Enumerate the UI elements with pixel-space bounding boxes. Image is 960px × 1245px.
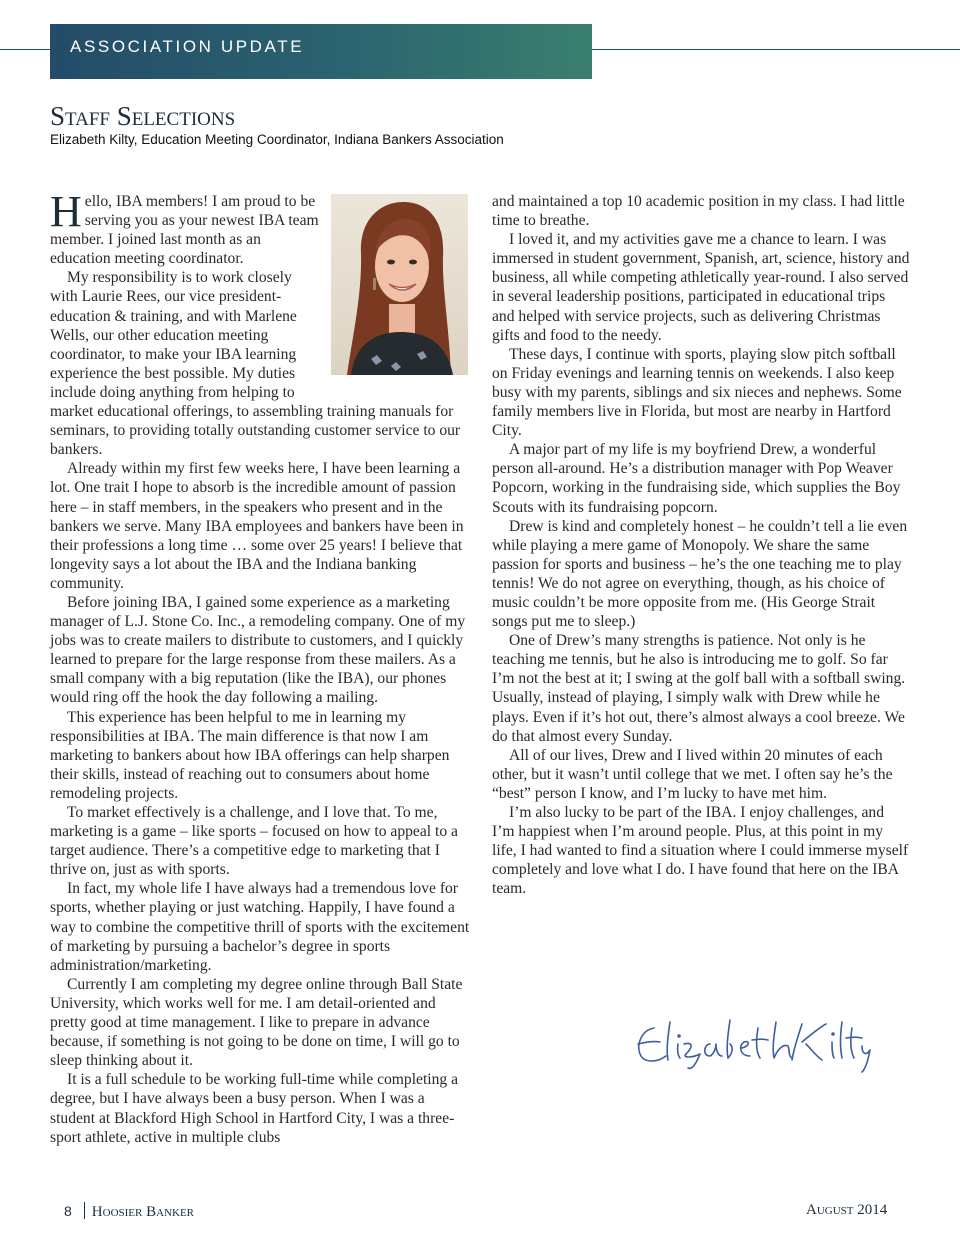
paragraph: This experience has been helpful to me in learning my responsibilities at IBA. The main difference is that now I am marketing to bankers about how IBA offerings can help sharpen their skills, instead of reaching out to consumers about home remodeling projects. [50,708,450,802]
issue-date: August 2014 [806,1202,888,1218]
paragraph: I loved it, and my activities gave me a chance to learn. I was immersed in student government, Spanish, art, science, history and business, all while competing athletically year-round. I also served in several leadership positions, participated in educational trips and helped with service projects, such as delivering Christmas gifts and food to the needy. [492,231,910,344]
footer-divider [84,1202,85,1219]
paragraph: Drew is kind and completely honest – he couldn’t tell a lie even while playing a mere game of Monopoly. We share the same passion for sports and business – he’s the one teaching me to play tennis! We do not agree on everything, though, as his choice of music couldn’t be more opposite from me. (His George Strait songs put me to sleep.) [492,517,908,631]
article-title: Staff Selections [50,101,236,131]
paragraph: These days, I continue with sports, playing slow pitch softball on Friday evenings and learning tennis on weekends. I also keep busy with my parents, siblings and six nieces and nephews. Some family members live in Florida, but most are nearby in Hartford City. [492,345,902,440]
paragraph: A major part of my life is my boyfriend Drew, a wonderful person all-around. He’s a distribution manager with Pop Weaver Popcorn, working in the fundraising side, which supplies the Boy Scouts with its fundraising popcorn. [492,441,901,516]
author-signature [626,1014,872,1076]
paragraph: It is a full schedule to be working full-time while completing a degree, but I have always been a busy person. When I was a student at Blackford High School in Hartford City, I was a three-sport athlete, active in multiple clubs [50,1071,459,1146]
section-label: ASSOCIATION UPDATE [70,37,305,56]
paragraph: To market effectively is a challenge, and I love that. To me, marketing is a game – like sports – focused on how to appeal to a target audience. There’s a competitive edge to marketing that I thrive on, just as with sports. [50,804,458,879]
section-banner [50,24,592,79]
photo-wrap-spacer [322,192,470,384]
paragraph: Before joining IBA, I gained some experience as a marketing manager of L.J. Stone Co. Inc., a remodeling company. One of my jobs was to create mailers to distribute to customers, and I quickly learned to prepare for the large response from these mailers. As a small company with a big reputation (like the IBA), our phones would ring off the hook the day following a mailing. [50,593,466,707]
page-number: 8 [64,1203,72,1219]
paragraph: Currently I am completing my degree online through Ball State University, which works well for me. I am detail-oriented and pretty good at time management. I like to prepare in advance because, if something is not going to be done on time, I will go to sleep thinking about it. [50,975,463,1070]
paragraph: In fact, my whole life I have always had a tremendous love for sports, whether playing or just watching. Happily, I have found a way to combine the competitive thrill of sports with the excitement of marketing by pursuing a bachelor’s degree in sports administration/marketing. [50,880,470,974]
publication-name: Hoosier Banker [91,1204,194,1220]
paragraph: All of our lives, Drew and I lived within 20 minutes of each other, but it wasn’t until college that we met. I often say he’s the “best” person I know, and I’m lucky to have met him. [492,746,893,802]
article-byline: Elizabeth Kilty, Education Meeting Coordinator, Indiana Bankers Association [50,132,504,147]
left-column [50,187,470,1147]
paragraph: My responsibility is to work closely with Laurie Rees, our vice president-education & training, and with Marlene Wells, our other education meeting coordinator, to make your IBA learning experience the best possible. My duties include doing anything from helping to market educational offerings, to assembling training manuals for seminars, to providing totally outstanding customer service to our bankers. [50,269,461,459]
paragraph: I’m also lucky to be part of the IBA. I enjoy challenges, and I’m happiest when I’m around people. Plus, at this point in my life, I had wanted to find a situation where I could immerse myself completely and love what I do. I have found that here on the IBA team. [492,804,909,898]
paragraph: Already within my first few weeks here, I have been learning a lot. One trait I hope to absorb is the incredible amount of passion here – in staff members, in the speakers who present and in the bankers we serve. Many IBA employees and bankers have been in their professions a long time … some over 25 years! I believe that longevity says a lot about the IBA and the Indiana banking community. [50,460,464,592]
footer-right [806,1202,887,1219]
paragraph-continuation: and maintained a top 10 academic position in my class. I had little time to breathe. [492,193,905,230]
paragraph: One of Drew’s many strengths is patience. Not only is he teaching me tennis, but he also is introducing me to golf. So far I’m not the best at it; I swing at the golf ball with a softball swing. Usually, instead of playing, I simply walk with Drew while he plays. Even if it’s hot out, there’s almost always a cool breeze. We do that almost every Sunday. [492,632,906,745]
first-paragraph-text: ello, IBA members! I am proud to be serving you as your newest IBA team member. I joined last month as an education meeting coordinator. [50,193,319,268]
right-column [492,192,910,898]
drop-cap: H [50,187,82,236]
footer-left [64,1202,194,1221]
